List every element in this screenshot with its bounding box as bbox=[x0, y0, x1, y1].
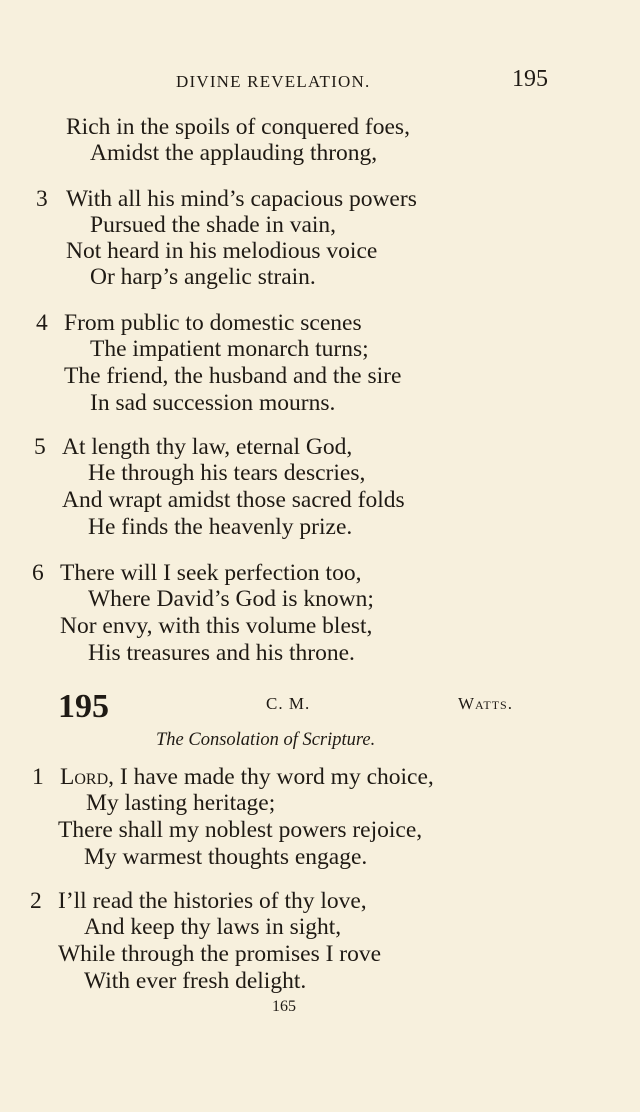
verse-line: The impatient monarch turns; bbox=[90, 336, 369, 362]
verse-line: With ever fresh delight. bbox=[84, 968, 307, 994]
verse-line bbox=[60, 764, 434, 790]
verse-line: Pursued the shade in vain, bbox=[90, 212, 337, 238]
verse-line: The friend, the husband and the sire bbox=[64, 363, 402, 389]
stanza-number: 6 bbox=[32, 560, 44, 586]
verse-line: He through his tears descries, bbox=[88, 460, 366, 486]
stanza-number: 4 bbox=[36, 310, 48, 336]
stanza-number: 2 bbox=[30, 888, 42, 914]
verse-line: And wrapt amidst those sacred folds bbox=[62, 487, 405, 513]
verse-line: And keep thy laws in sight, bbox=[84, 914, 342, 940]
verse-line: My lasting heritage; bbox=[86, 790, 276, 816]
hymn-meter: C. M. bbox=[266, 694, 311, 713]
verse-line-rest: , I have made thy word my choice, bbox=[108, 764, 434, 790]
signature-mark: 165 bbox=[272, 998, 296, 1015]
verse-line: I’ll read the histories of thy love, bbox=[58, 888, 367, 914]
first-word-small-caps: Lord bbox=[60, 764, 109, 790]
stanza-number: 3 bbox=[36, 186, 48, 212]
page-number: 195 bbox=[512, 66, 548, 92]
stanza-number: 5 bbox=[34, 434, 46, 460]
hymn-number: 195 bbox=[58, 688, 109, 725]
verse-line: In sad succession mourns. bbox=[90, 390, 336, 416]
stanza-number: 1 bbox=[32, 764, 44, 790]
verse-line: From public to domestic scenes bbox=[64, 310, 362, 336]
verse-line: My warmest thoughts engage. bbox=[84, 844, 368, 870]
verse-line: His treasures and his throne. bbox=[88, 640, 355, 666]
verse-line: Where David’s God is known; bbox=[88, 586, 374, 612]
verse-line: There will I seek perfection too, bbox=[60, 560, 362, 586]
running-head: DIVINE REVELATION. bbox=[176, 72, 371, 91]
verse-line: At length thy law, eternal God, bbox=[62, 434, 353, 460]
verse-line: Nor envy, with this volume blest, bbox=[60, 613, 373, 639]
hymn-author: Watts. bbox=[458, 694, 513, 713]
verse-line: Rich in the spoils of conquered foes, bbox=[66, 114, 410, 140]
hymn-title: The Consolation of Scripture. bbox=[156, 730, 376, 750]
verse-line: Not heard in his melodious voice bbox=[66, 238, 378, 264]
verse-line: While through the promises I rove bbox=[58, 941, 382, 967]
verse-line: He finds the heavenly prize. bbox=[88, 514, 353, 540]
verse-line: With all his mind’s capacious powers bbox=[66, 186, 417, 212]
verse-line: Or harp’s angelic strain. bbox=[90, 264, 316, 290]
verse-line: Amidst the applauding throng, bbox=[90, 140, 378, 166]
verse-line: There shall my noblest powers rejoice, bbox=[58, 817, 423, 843]
